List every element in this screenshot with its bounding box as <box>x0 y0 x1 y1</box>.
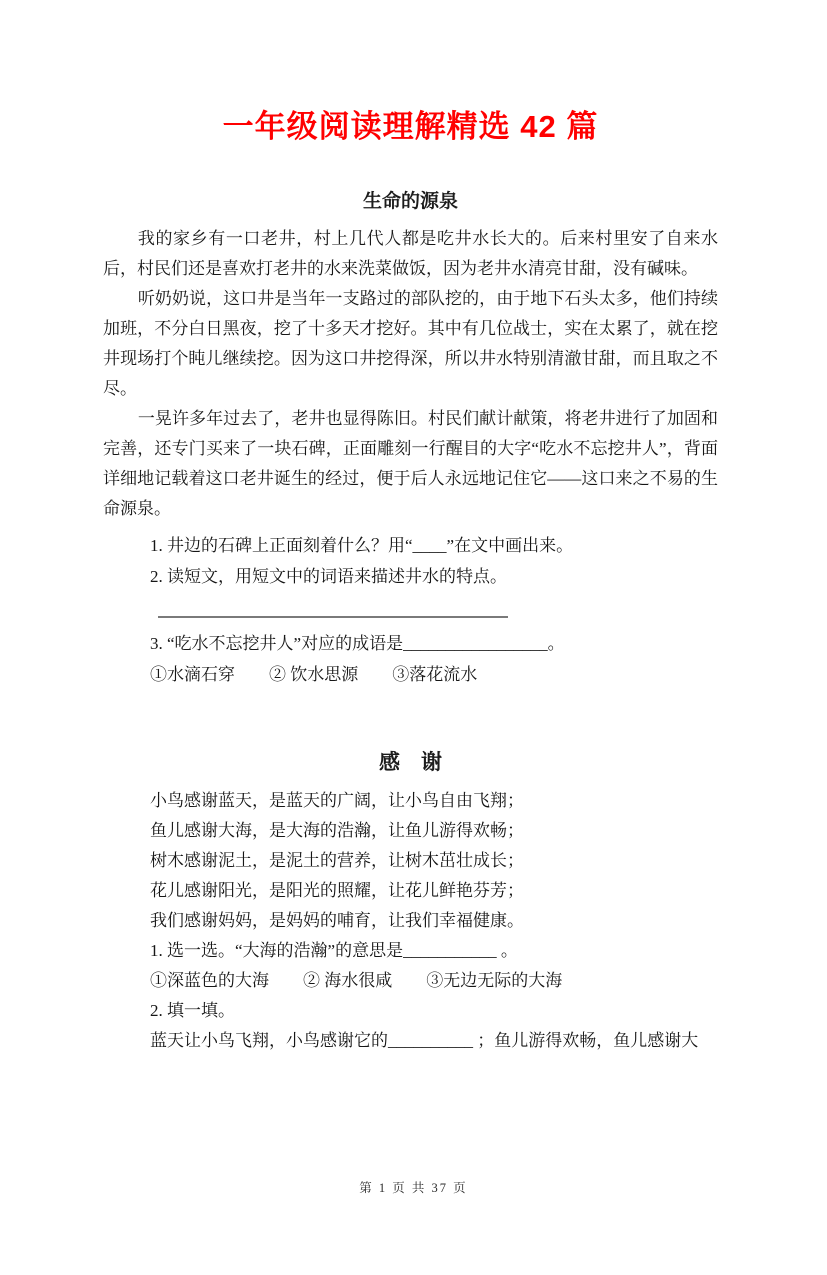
poem-line: 花儿感谢阳光，是阳光的照耀，让花儿鲜艳芬芳； <box>150 881 524 900</box>
passage1-questions <box>103 530 718 690</box>
question-line: 2. 读短文，用短文中的词语来描述井水的特点。 <box>150 567 507 586</box>
fill-in-line: 蓝天让小鸟飞翔，小鸟感谢它的__________ ；鱼儿游得欢畅，鱼儿感谢大 <box>150 1031 699 1050</box>
question-line: 1. 选一选。“大海的浩瀚”的意思是___________ 。 <box>150 941 518 960</box>
passage2-poem <box>103 786 718 936</box>
passage2-heading: 感 谢 <box>379 751 442 774</box>
answer-blank-line <box>158 604 508 618</box>
poem-line: 我们感谢妈妈，是妈妈的哺育，让我们幸福健康。 <box>150 911 524 930</box>
page-content <box>103 106 718 1056</box>
story-paragraph: 我的家乡有一口老井，村上几代人都是吃井水长大的。后来村里安了自来水后，村民们还是喜欢打老井的水来洗菜做饭，因为老井水清亮甘甜，没有碱味。 <box>103 229 718 278</box>
story-paragraph: 听奶奶说，这口井是当年一支路过的部队挖的，由于地下石头太多，他们持续加班，不分白日黑夜，挖了十多天才挖好。其中有几位战士，实在太累了，就在挖井现场打个盹儿继续挖。因为这口井挖得深，所以井水特别清澈甘甜，而且取之不尽。 <box>103 289 718 398</box>
document-title: 一年级阅读理解精选 42 篇 <box>222 109 599 144</box>
poem-line: 鱼儿感谢大海，是大海的浩瀚，让鱼儿游得欢畅； <box>150 821 524 840</box>
story-paragraph: 一晃许多年过去了，老井也显得陈旧。村民们献计献策，将老井进行了加固和完善，还专门买来了一块石碑，正面雕刻一行醒目的大字“吃水不忘挖井人”，背面详细地记载着这口老井诞生的经过，便于后人永远地记住它——这口来之不易的生命源泉。 <box>103 409 718 518</box>
passage1-body <box>103 224 718 524</box>
poem-line: 树木感谢泥土，是泥土的营养，让树木茁壮成长； <box>150 851 524 870</box>
question-line: 1. 井边的石碑上正面刻着什么？用“____”在文中画出来。 <box>150 536 574 555</box>
options-line: ①深蓝色的大海 ② 海水很咸 ③无边无际的大海 <box>150 971 563 990</box>
passage2-questions <box>103 936 718 1056</box>
options-line: ①水滴石穿 ② 饮水思源 ③落花流水 <box>150 665 478 684</box>
passage1-heading: 生命的源泉 <box>362 191 458 212</box>
question-line: 2. 填一填。 <box>150 1001 235 1020</box>
document-page <box>0 106 827 1275</box>
page-number-footer: 第 1 页 共 37 页 <box>359 1181 468 1195</box>
question-line: 3. “吃水不忘挖井人”对应的成语是_________________。 <box>150 634 565 653</box>
poem-line: 小鸟感谢蓝天，是蓝天的广阔，让小鸟自由飞翔； <box>150 791 524 810</box>
